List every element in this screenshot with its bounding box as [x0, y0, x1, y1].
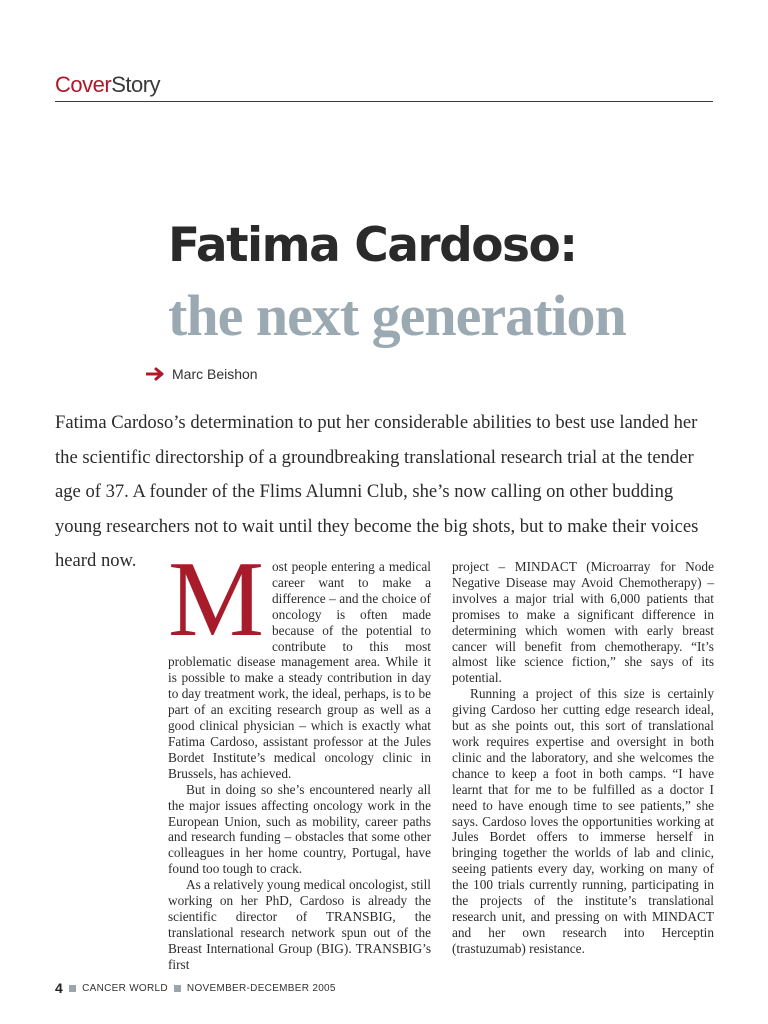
byline [146, 366, 258, 382]
square-bullet-icon [69, 985, 76, 992]
page-number: 4 [55, 980, 64, 996]
body-paragraph: Running a project of this size is certainly giving Cardoso her cutting edge research ideal, but as she points out, this sort of translational work requires expertise and oversight in both clinic and the laboratory, and she welcomes the chance to keep a foot in both camps. “I have learnt that for me to be fulfilled as a doctor I need to have enough time to see patients,” she says. Cardoso loves the opportunities working at Jules Bordet offers to immerse herself in bringing together the worlds of lab and clinic, seeing patients every day, working on many of the 100 trials currently running, participating in the projects of the institute’s translational research unit, and pressing on with MINDACT and her own research into Herceptin (trastuzumab) resistance. [452, 686, 714, 956]
author-name: Marc Beishon [172, 366, 258, 382]
section-label [55, 72, 160, 98]
body-paragraph: project – MINDACT (Microarray for Node Negative Disease may Avoid Chemotherapy) – involves a major trial with 6,000 patients that promises to make a significant difference in determining which women with early breast cancer will benefit from chemotherapy. “It’s almost like science fiction,” she says of its potential. [452, 559, 714, 686]
drop-cap: M [168, 540, 265, 659]
publication-name: CANCER WORLD [82, 982, 168, 994]
body-text: ost people entering a medical career want to make a difference – and the choice of oncology is often made because of the potential to contribute to this most problematic disease management area. While it is possible to make a steady contribution in day to day treatment work, the ideal, perhaps, is to be part of an exciting research group as well as a good clinical physician – which is exactly what Fatima Cardoso, assistant professor at the Jules Bordet Institute’s medical oncology clinic in Brussels, has achieved. [168, 559, 431, 781]
section-header [55, 70, 713, 102]
arrow-right-icon [146, 367, 166, 381]
headline-subtitle: the next generation [168, 283, 626, 348]
body-column-2 [452, 559, 714, 957]
square-bullet-icon [174, 985, 181, 992]
body-paragraph: But in doing so she’s encountered nearly all the major issues affecting oncology work in the European Union, such as mobility, career paths and research funding – obstacles that some other colleagues in her home country, Portugal, have found too tough to crack. [168, 781, 431, 877]
section-label-cover: Cover [55, 72, 112, 97]
standfirst: Fatima Cardoso’s determination to put her considerable abilities to best use landed her the scientific directorship of a groundbreaking translational research trial at the tender age of 37. A founder of the Flims Alumni Club, she’s now calling on other budding young researchers not to wait until they become the big shots, but to make their voices heard now. [55, 412, 699, 571]
page-footer [55, 980, 336, 996]
issue-date: NOVEMBER-DECEMBER 2005 [186, 982, 336, 994]
section-label-story: Story [111, 72, 161, 97]
headline-name: Fatima Cardoso: [168, 218, 577, 273]
body-column-1 [168, 540, 431, 973]
body-paragraph [168, 540, 431, 782]
body-paragraph: As a relatively young medical oncologist, still working on her PhD, Cardoso is already the scientific director of TRANSBIG, the translational research network spun out of the Breast International Group (BIG). TRANSBIG’s first [168, 877, 431, 972]
